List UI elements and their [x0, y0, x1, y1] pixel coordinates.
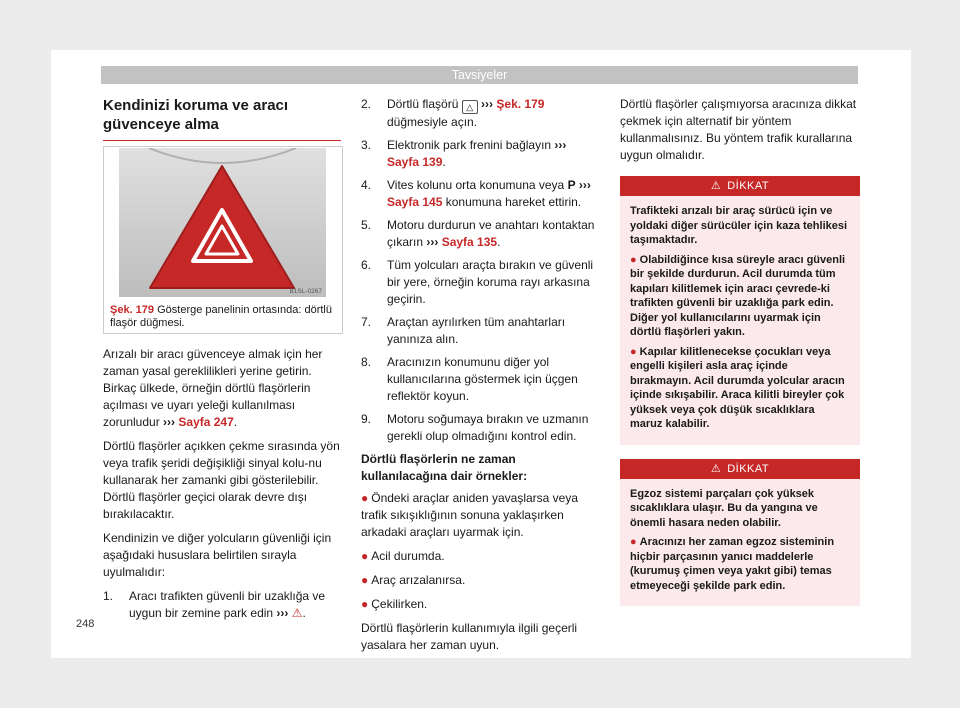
- bullet-dot-icon: ●: [361, 491, 369, 505]
- image-code: B1SL-0267: [289, 288, 322, 295]
- paragraph-1: [103, 346, 343, 431]
- bullet-text: Kapılar kilitlenecekse çocukları veya engelli kişileri asla araç içinde bırakmayın. Acil durumda yolcular aracın içinde sıkışabilir. Araca kilitli bireyler çok yüksek veya çok düşük sıcaklıklara maruz kalabilir.: [630, 345, 845, 430]
- examples-title: Dörtlü flaşörlerin ne zaman kullanılacağına dair örnekler:: [361, 452, 528, 483]
- gear-p-label: P: [567, 178, 576, 192]
- paragraph-2: Dörtlü flaşörler açıkken çekme sırasında yön veya trafik şeridi değişikliği sinyal kolu-nu kullanarak her zamanki gibi gösterilebilir. Dörtlü flaşörler geçici olarak devre dışı bırakılacaktır.: [103, 439, 340, 521]
- steps-list-2: [361, 96, 601, 445]
- bullet-dot-icon: ●: [361, 549, 369, 563]
- list-item: [361, 411, 601, 445]
- step-text: Vites kolunu orta konumuna veya: [387, 178, 568, 192]
- section-header: Tavsiyeler: [101, 66, 858, 84]
- column-3: [620, 96, 860, 606]
- step-number: 3.: [361, 138, 372, 152]
- warning-triangle-icon: ⚠: [710, 462, 722, 475]
- page-ref-link[interactable]: Sayfa 247: [178, 415, 234, 429]
- list-item: [361, 354, 601, 405]
- closing-paragraph: Dörtlü flaşörlerin kullanımıyla ilgili geçerli yasalara her zaman uyun.: [361, 621, 578, 652]
- ref-arrow[interactable]: ›››: [163, 415, 176, 429]
- step-text-end: konumuna hareket ettirin.: [442, 195, 582, 209]
- figure-ref-link[interactable]: Şek. 179: [496, 97, 545, 111]
- step-number: 7.: [361, 315, 372, 329]
- ref-arrow[interactable]: ›››: [426, 235, 439, 249]
- warning-box-2: [620, 459, 860, 607]
- step-text: Araçtan ayrılırken tüm anahtarları yanınıza alın.: [387, 315, 566, 346]
- ref-arrow[interactable]: ›››: [481, 97, 494, 111]
- warning-label: DİKKAT: [727, 180, 770, 192]
- figure-caption: [110, 304, 336, 330]
- bullet-item: [630, 345, 850, 432]
- warning-header: [620, 459, 860, 479]
- bullet-item: [630, 253, 850, 340]
- punct: .: [233, 415, 238, 429]
- list-item: [361, 217, 601, 251]
- bullet-text: Aracınızı her zaman egzoz sisteminin hiçbir parçasının yanıcı maddelerle (kurumuş çimen veya yakıt gibi) temas etmeyeceği şekilde park edin.: [630, 536, 835, 592]
- bullet-item: [361, 548, 601, 565]
- figure-179: [103, 146, 343, 334]
- figure-ref: Şek. 179: [110, 304, 155, 316]
- step-number: 1.: [103, 589, 114, 603]
- page-ref-link[interactable]: Sayfa 135: [441, 235, 498, 249]
- step-text-end: düğmesiyle açın.: [387, 115, 478, 129]
- column-2: [361, 96, 601, 661]
- step-text-end: .: [442, 155, 446, 169]
- warning-lead: Trafikteki arızalı bir araç sürücü için ve yoldaki diğer sürücüler için kaza tehlikesi taşımaktadır.: [630, 205, 848, 246]
- warning-label: DİKKAT: [727, 462, 770, 475]
- page-ref-link[interactable]: Sayfa 139: [387, 155, 443, 169]
- warning-triangle-icon[interactable]: ⚠: [291, 606, 303, 620]
- list-item: 1. Aracı trafikten güvenli bir uzaklığa ve uygun bir zemine park edin ››› ⚠.: [103, 589, 326, 620]
- warning-triangle-icon: ⚠: [710, 180, 722, 192]
- bullet-text: Araç arızalanırsa.: [371, 573, 466, 587]
- bullet-dot-icon: ●: [361, 597, 369, 611]
- hazard-button-photo: [119, 148, 326, 297]
- bullet-dot-icon: ●: [630, 536, 637, 548]
- step-text: Motoru soğumaya bırakın ve uzmanın gerekli olup olmadığını kontrol edin.: [387, 412, 589, 443]
- column-1-body: [103, 346, 343, 628]
- bullet-dot-icon: ●: [361, 573, 369, 587]
- list-item: [361, 257, 601, 308]
- step-text: Elektronik park frenini bağlayın: [387, 138, 555, 152]
- list-item: [361, 96, 601, 131]
- bullet-item: [630, 535, 850, 593]
- step-text: Aracı trafikten güvenli bir uzaklığa ve uygun bir zemine park edin: [129, 589, 326, 620]
- step-text: Dörtlü flaşörü: [387, 97, 462, 111]
- warning-box-1: [620, 176, 860, 445]
- list-item: [361, 177, 601, 211]
- step-text: Motoru durdurun ve anahtarı kontaktan çıkarın: [387, 218, 595, 249]
- step-number: 2.: [361, 97, 372, 111]
- section-title: Kendinizi koruma ve aracı güvenceye alma: [103, 96, 341, 141]
- caption-text: Gösterge panelinin ortasında: dörtlü flaşör düğmesi.: [110, 304, 332, 329]
- column-1: [103, 96, 341, 141]
- ref-arrow[interactable]: ›››: [554, 138, 567, 152]
- paragraph-1-text: Arızalı bir aracı güvenceye almak için her zaman yasal gereklilikleri yerine getirin. Birkaç ülkede, örneğin dörtlü flaşörlerin açılması ve uyarı yeleği kullanılması zorunludur: [103, 347, 323, 429]
- step-number: 4.: [361, 178, 372, 192]
- warning-header: [620, 176, 860, 196]
- paragraph-3: Kendinizin ve diğer yolcuların güvenliği için aşağıdaki hususlara belirtilen sırayla uyulmalıdır:: [103, 531, 332, 579]
- bullet-dot-icon: ●: [630, 253, 637, 266]
- bullet-text: Öndeki araçlar aniden yavaşlarsa veya trafik sıkışıklığının sonuna yaklaşırken arkadaki araçları uyarmak için.: [361, 491, 579, 539]
- steps-list-1: [103, 588, 343, 622]
- page-ref-link[interactable]: Sayfa 145: [387, 195, 443, 209]
- step-number: 8.: [361, 355, 372, 369]
- hazard-button-icon: △: [462, 100, 478, 114]
- step-text-end: .: [497, 235, 501, 249]
- step-text: Aracınızın konumunu diğer yol kullanıcılarına göstermek için üçgen reflektör koyun.: [387, 355, 578, 403]
- ref-arrow[interactable]: ›››: [276, 606, 289, 620]
- warning-lead: Egzoz sistemi parçaları çok yüksek sıcaklıklara ulaşır. Bu da yangına ve önemli hasara neden olabilir.: [630, 487, 818, 529]
- hazard-button-image: [119, 148, 326, 297]
- bullet-item: [361, 490, 601, 541]
- bullet-item: [361, 572, 601, 589]
- step-number: 9.: [361, 412, 372, 426]
- list-item: [361, 137, 601, 171]
- bullet-text: Çekilirken.: [371, 597, 428, 611]
- bullet-dot-icon: ●: [630, 345, 637, 358]
- step-text: Tüm yolcuları araçta bırakın ve güvenli bir yere, örneğin koruma rayı arkasına geçirin.: [387, 258, 594, 306]
- bullet-text: Acil durumda.: [371, 549, 445, 563]
- bullet-text: Olabildiğince kısa süreyle aracı güvenli bir şekilde durdurun. Acil durumda tüm kapıları kilitlemek için aracı çevrede-ki trafikten güvenli bir uzaklığa park edin. Diğer yol kullanıcılarını uyarmak için dörtlü flaşörleri yakın.: [630, 253, 846, 338]
- list-item: [361, 314, 601, 348]
- page-number: 248: [76, 618, 95, 630]
- bullet-item: [361, 596, 601, 613]
- step-number: 5.: [361, 218, 372, 232]
- ref-arrow[interactable]: ›››: [578, 178, 591, 192]
- intro-paragraph: Dörtlü flaşörler çalışmıyorsa aracınıza dikkat çekmek için alternatif bir yöntem kullanmalısınız. Bu yöntem trafik kurallarına uygun olmalıdır.: [620, 97, 857, 162]
- step-number: 6.: [361, 258, 372, 272]
